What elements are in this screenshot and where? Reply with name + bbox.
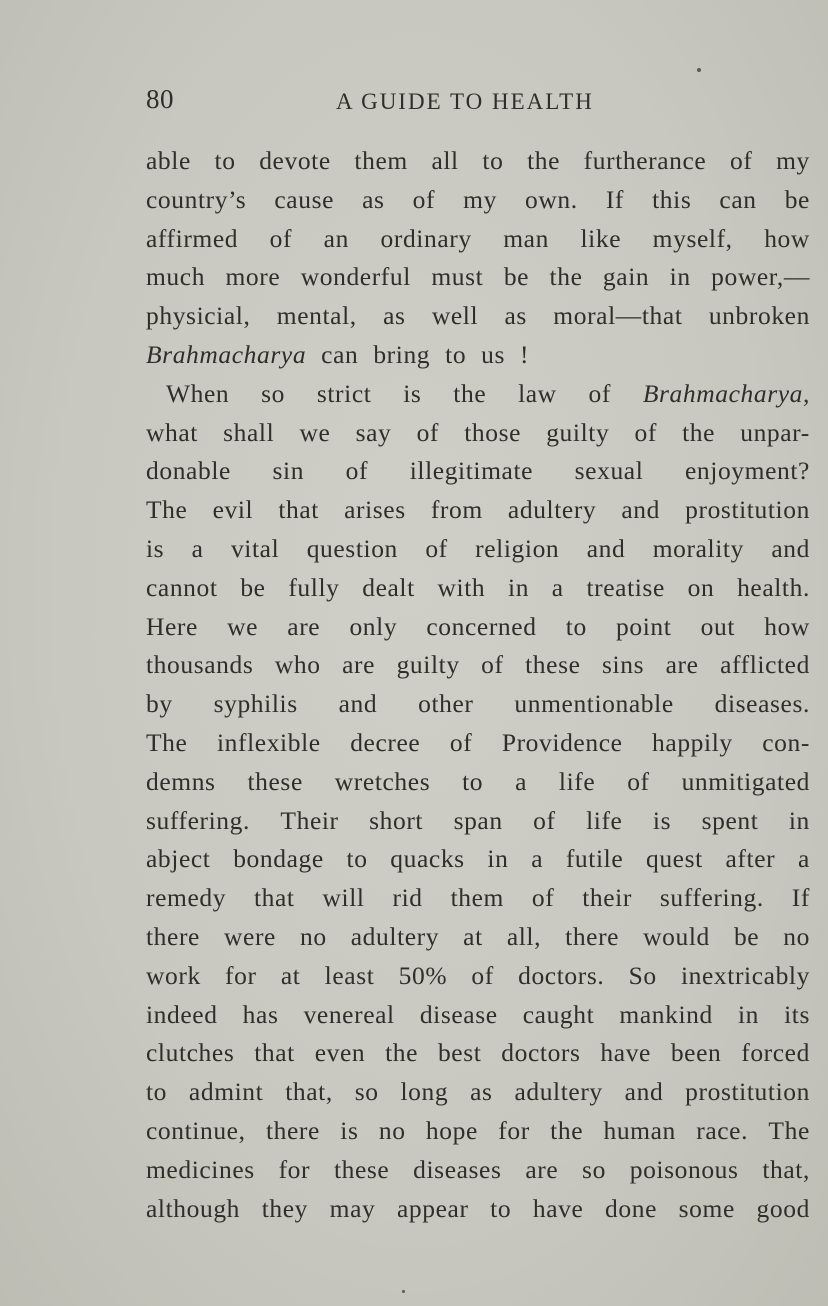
text-line: physicial, mental, as well as moral—that unbroken (146, 301, 810, 331)
text-line: The evil that arises from adultery and prostitution (146, 495, 810, 525)
text-line: abject bondage to quacks in a futile quest after a (146, 844, 810, 874)
page-number: 80 (146, 84, 174, 114)
text-line: by syphilis and other unmentionable diseases. (146, 689, 810, 719)
text-line: indeed has venereal disease caught mankind in its (146, 999, 810, 1029)
text-line: what shall we say of those guilty of the unpar- (146, 417, 810, 447)
body-text (146, 142, 810, 1228)
text-line: there were no adultery at all, there would be no (146, 921, 810, 951)
text-line: affirmed of an ordinary man like myself, how (146, 223, 810, 253)
text-line: country’s cause as of my own. If this can be (146, 184, 810, 214)
text-line: clutches that even the best doctors have been forced (146, 1038, 810, 1068)
text-line: remedy that will rid them of their suffering. If (146, 883, 810, 913)
text-line: much more wonderful must be the gain in power,— (146, 262, 810, 292)
text-line: although they may appear to have done some good (146, 1193, 810, 1223)
text-line: Brahmacharya can bring to us ! (146, 339, 530, 369)
text-line: donable sin of illegitimate sexual enjoyment? (146, 456, 810, 486)
text-line: continue, there is no hope for the human race. The (146, 1115, 810, 1145)
text-line: thousands who are guilty of these sins are afflicted (146, 650, 810, 680)
text-line: demns these wretches to a life of unmitigated (146, 766, 810, 796)
text-line: cannot be fully dealt with in a treatise on health. (146, 572, 810, 602)
page-header (146, 84, 826, 120)
text-line: work for at least 50% of doctors. So inextricably (146, 960, 810, 990)
text-line: The inflexible decree of Providence happily con- (146, 727, 810, 757)
text-line: able to devote them all to the furtherance of my (146, 146, 810, 175)
running-head: A GUIDE TO HEALTH (336, 89, 594, 114)
text-line: When so strict is the law of Brahmacharya, (166, 378, 810, 408)
text-line: medicines for these diseases are so poisonous that, (146, 1154, 810, 1184)
text-line: Here we are only concerned to point out how (146, 611, 810, 641)
scan-speck (697, 68, 701, 72)
text-line: is a vital question of religion and morality and (146, 533, 810, 563)
text-line: suffering. Their short span of life is spent in (146, 805, 810, 835)
scan-speck (402, 1290, 405, 1293)
text-line: to admint that, so long as adultery and prostitution (146, 1077, 810, 1107)
